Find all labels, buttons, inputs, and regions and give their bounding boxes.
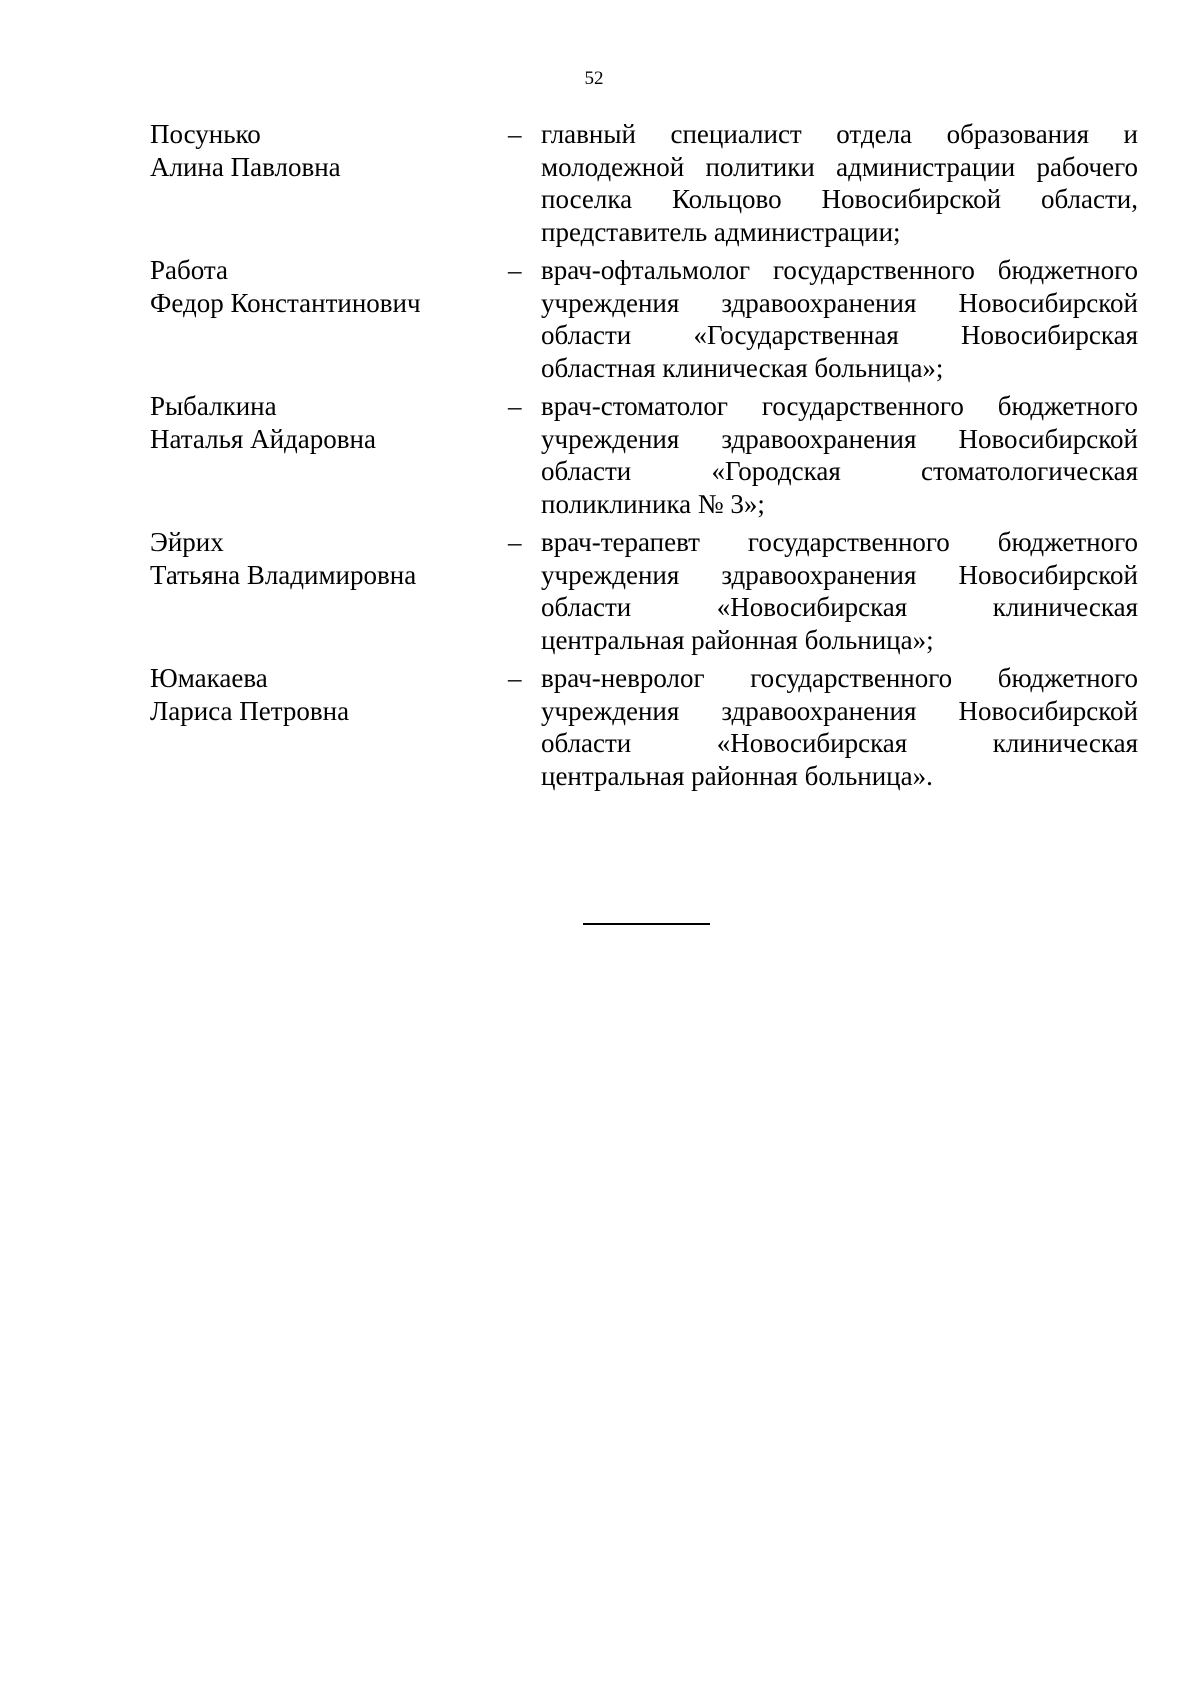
description-line: центральная районная больница»;	[541, 624, 934, 655]
member-description	[541, 390, 1138, 520]
member-surname: Юмакаева	[150, 663, 268, 693]
description-line: учреждения здравоохранения Новосибирской	[541, 287, 1138, 318]
member-name	[150, 254, 490, 319]
member-name	[150, 662, 490, 727]
member-description	[541, 254, 1138, 384]
member-given-names: Алина Павловна	[150, 151, 341, 182]
dash-separator: –	[508, 527, 522, 557]
member-surname: Посунько	[150, 119, 261, 149]
description-line: поликлиника № 3»;	[541, 488, 765, 519]
member-description	[541, 662, 1138, 792]
description-line: области «Новосибирская клиническая	[541, 592, 1138, 622]
description-line: поселка Кольцово Новосибирской области,	[541, 184, 1138, 214]
description-line: главный специалист отдела образования и	[541, 119, 1138, 149]
description-line: областная клиническая больница»;	[541, 352, 944, 383]
description-line: области «Государственная Новосибирская	[541, 320, 1138, 350]
description-line: представитель администрации;	[541, 216, 901, 247]
description-line: области «Городская стоматологическая	[541, 456, 1138, 486]
member-description	[541, 118, 1138, 248]
member-name	[150, 118, 490, 183]
dash-separator: –	[508, 119, 522, 149]
member-given-names: Татьяна Владимировна	[150, 559, 417, 590]
description-line: врач-офтальмолог государственного бюджетного	[541, 255, 1138, 285]
member-given-names: Федор Константинович	[150, 287, 421, 318]
dash-separator: –	[508, 255, 522, 285]
description-line: врач-терапевт государственного бюджетного	[541, 527, 1138, 557]
end-separator-line	[583, 923, 710, 925]
members-list	[150, 118, 1150, 798]
member-surname: Эйрих	[150, 527, 224, 557]
description-line: центральная районная больница».	[541, 760, 933, 791]
member-given-names: Наталья Айдаровна	[150, 423, 376, 454]
member-surname: Рыбалкина	[150, 391, 277, 421]
description-line: молодежной политики администрации рабочего	[541, 151, 1138, 182]
member-name	[150, 526, 490, 591]
dash-separator: –	[508, 663, 522, 693]
member-entry	[150, 526, 1150, 662]
member-name	[150, 390, 490, 455]
description-line: учреждения здравоохранения Новосибирской	[541, 559, 1138, 590]
member-given-names: Лариса Петровна	[150, 695, 350, 726]
description-line: области «Новосибирская клиническая	[541, 728, 1138, 758]
description-line: врач-невролог государственного бюджетного	[541, 663, 1138, 693]
member-entry	[150, 662, 1150, 798]
description-line: врач-стоматолог государственного бюджетного	[541, 391, 1138, 421]
page-number: 52	[584, 68, 604, 89]
member-description	[541, 526, 1138, 656]
dash-separator: –	[508, 391, 522, 421]
member-surname: Работа	[150, 255, 228, 285]
member-entry	[150, 118, 1150, 254]
description-line: учреждения здравоохранения Новосибирской	[541, 695, 1138, 726]
member-entry	[150, 390, 1150, 526]
description-line: учреждения здравоохранения Новосибирской	[541, 423, 1138, 454]
member-entry	[150, 254, 1150, 390]
